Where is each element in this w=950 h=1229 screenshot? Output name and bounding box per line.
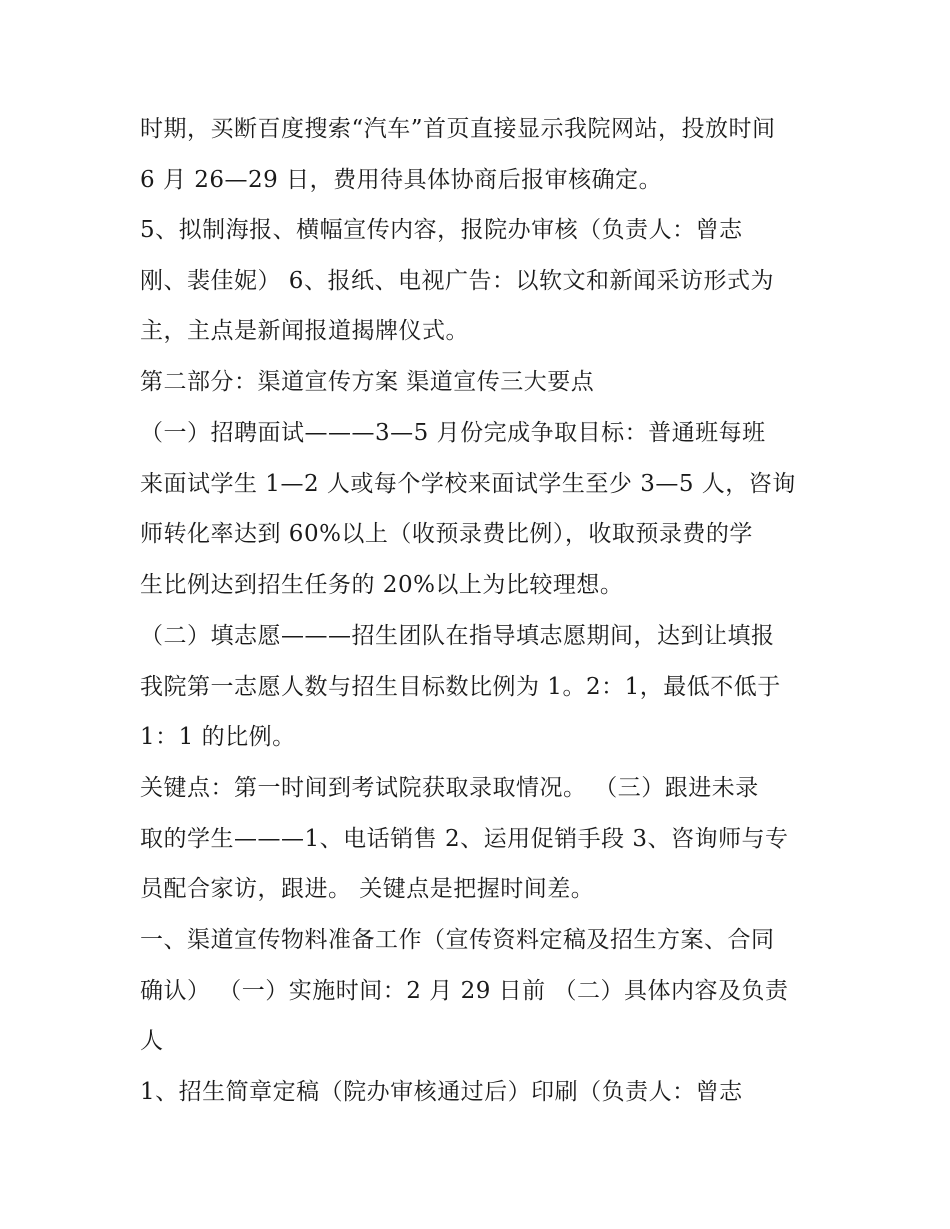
text-line: 师转化率达到 60%以上（收预录费比例），收取预录费的学 xyxy=(140,521,753,547)
text-line: 来面试学生 1—2 人或每个学校来面试学生至少 3—5 人，咨询 xyxy=(140,471,796,497)
text-line: 员配合家访，跟进。 关键点是把握时间差。 xyxy=(140,876,595,902)
text-line: 6 月 26—29 日，费用待具体协商后报审核确定。 xyxy=(140,167,663,193)
text-line: 取的学生———1、电话销售 2、运用促销手段 3、咨询师与专 xyxy=(140,826,789,852)
text-line: 人 xyxy=(140,1028,164,1054)
text-line: 关键点：第一时间到考试院获取录取情况。 （三）跟进未录 xyxy=(140,775,759,801)
text-line: 1：1 的比例。 xyxy=(140,724,296,750)
text-line: 一、渠道宣传物料准备工作（宣传资料定稿及招生方案、合同 xyxy=(140,927,775,953)
section-heading: 第二部分：渠道宣传方案 渠道宣传三大要点 xyxy=(140,369,595,395)
text-line: 我院第一志愿人数与招生目标数比例为 1。2：1，最低不低于 xyxy=(140,674,781,700)
text-line: 时期，买断百度搜索“汽车”首页直接显示我院网站，投放时间 xyxy=(140,116,776,142)
text-line: 主，主点是新闻报道揭牌仪式。 xyxy=(140,318,469,344)
text-line: （一）招聘面试———3—5 月份完成争取目标：普通班每班 xyxy=(140,420,766,446)
text-line: 确认） （一）实施时间：2 月 29 日前 （二）具体内容及负责 xyxy=(140,978,789,1004)
text-line: 5、拟制海报、横幅宣传内容，报院办审核（负责人：曾志 xyxy=(140,217,743,243)
text-line: （二）填志愿———招生团队在指导填志愿期间，达到让填报 xyxy=(140,623,775,649)
text-line: 生比例达到招生任务的 20%以上为比较理想。 xyxy=(140,572,624,598)
text-line: 1、招生简章定稿（院办审核通过后）印刷（负责人：曾志 xyxy=(140,1079,743,1105)
text-line: 刚、裴佳妮） 6、报纸、电视广告：以软文和新闻采访形式为 xyxy=(140,268,774,294)
